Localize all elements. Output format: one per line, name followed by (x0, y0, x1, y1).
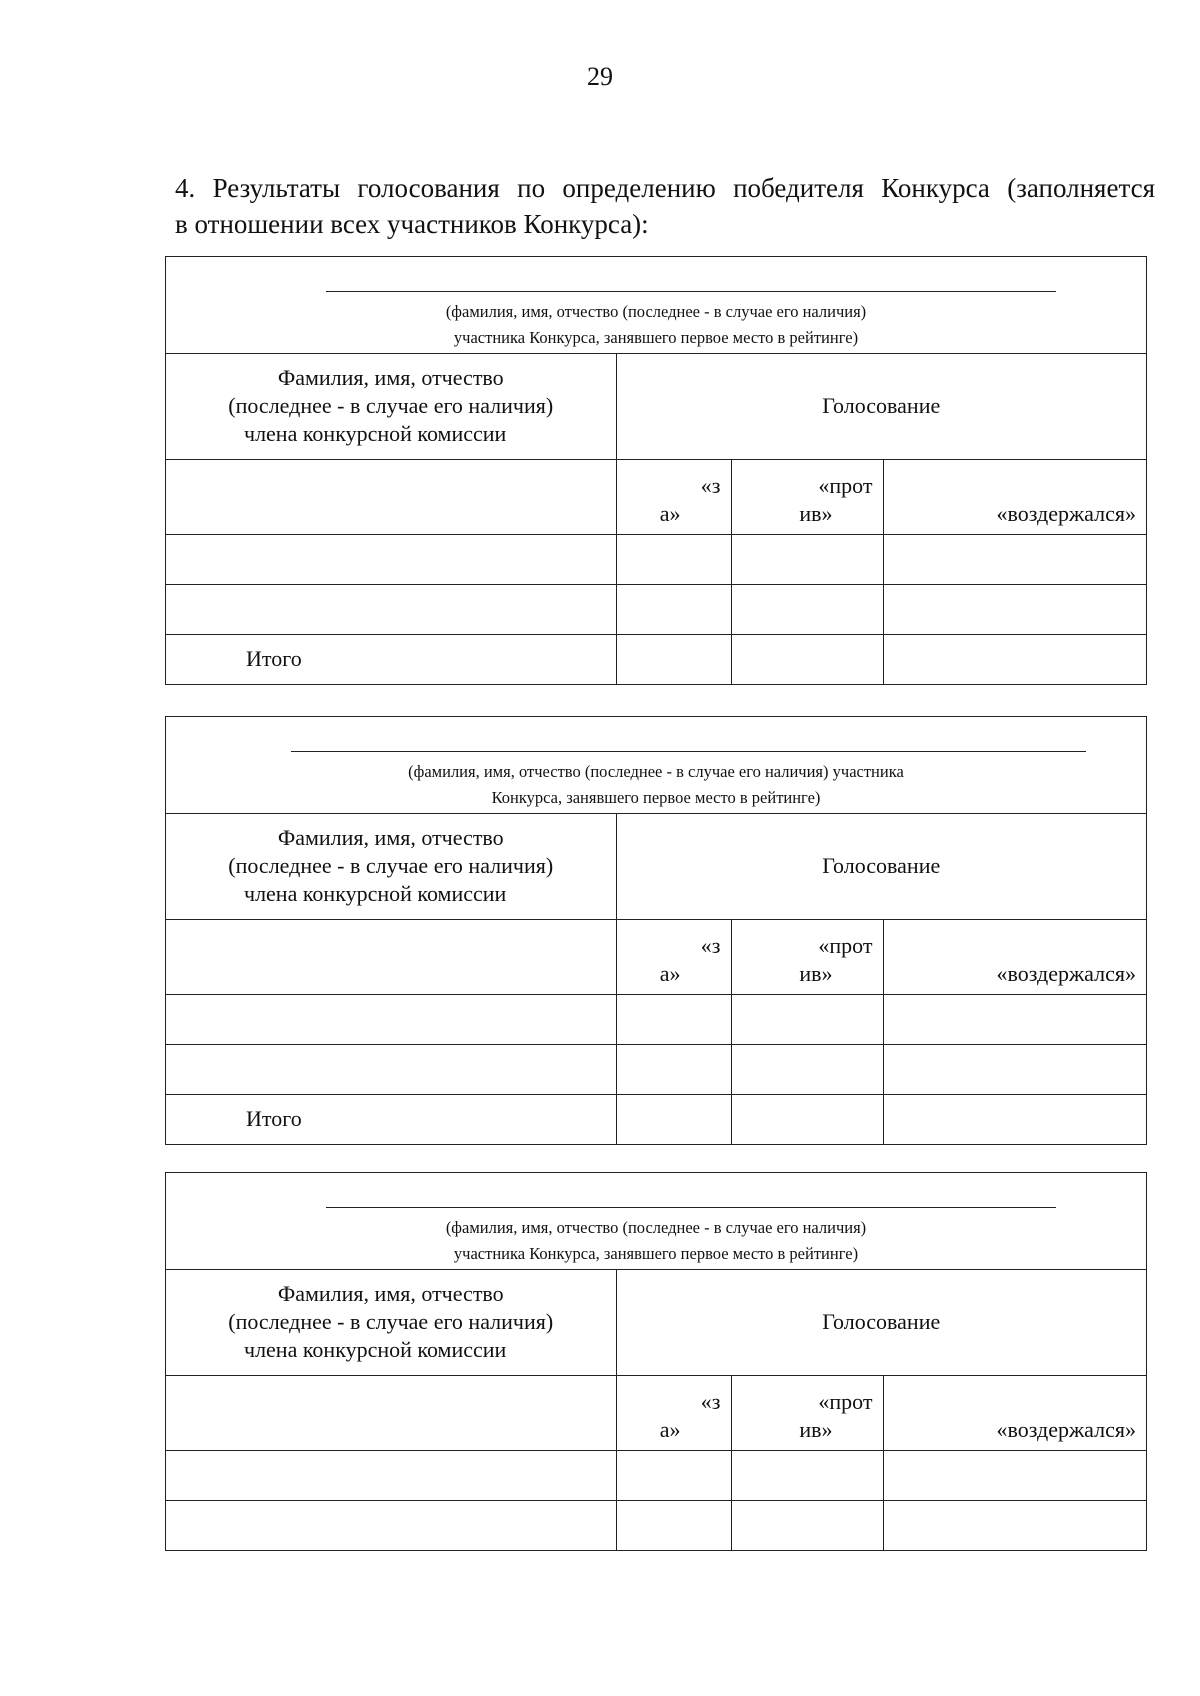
vote-against-line-2: ив» (799, 1416, 833, 1442)
member-header-line-1: Фамилия, имя, отчество (277, 1281, 504, 1307)
member-header-line-3: члена конкурсной комиссии (244, 421, 507, 447)
vote-against-cell[interactable] (731, 534, 883, 584)
caption-line-2: участника Конкурса, занявшего первое место в рейтинге) (453, 1244, 859, 1263)
vote-against-line-1: «прот (818, 472, 873, 498)
voting-header: Голосование (616, 354, 1146, 459)
vote-for-header (616, 919, 731, 994)
voting-table-3 (165, 1172, 1147, 1551)
participant-name-line[interactable] (326, 291, 1056, 292)
total-against-cell[interactable] (731, 1094, 883, 1144)
vote-for-header (616, 459, 731, 534)
voting-table-2 (165, 716, 1147, 1145)
member-header-line-2: (последнее - в случае его наличия) (228, 393, 554, 419)
member-header-line-3: члена конкурсной комиссии (244, 1337, 507, 1363)
vote-abstained-header: «воздержался» (883, 459, 1146, 534)
vote-abstained-header: «воздержался» (883, 1375, 1146, 1450)
vote-against-cell[interactable] (731, 1500, 883, 1550)
vote-abstained-cell[interactable] (883, 994, 1146, 1044)
total-abstained-cell[interactable] (883, 1094, 1146, 1144)
member-name-cell[interactable] (166, 534, 616, 584)
participant-caption (166, 1173, 1146, 1270)
caption-line-1: (фамилия, имя, отчество (последнее - в случае его наличия) (445, 1218, 867, 1237)
participant-caption (166, 257, 1146, 354)
section-heading (175, 170, 1155, 242)
vote-for-cell[interactable] (616, 584, 731, 634)
participant-name-line[interactable] (326, 1207, 1056, 1208)
voting-grid (166, 814, 1146, 1144)
vote-for-header (616, 1375, 731, 1450)
vote-against-cell[interactable] (731, 994, 883, 1044)
vote-for-line-1: «з (700, 472, 721, 498)
heading-line-1: 4. Результаты голосования по определению победителя Конкурса (заполняется (175, 173, 1155, 203)
member-header-line-1: Фамилия, имя, отчество (277, 365, 504, 391)
member-name-cell[interactable] (166, 919, 616, 994)
total-for-cell[interactable] (616, 634, 731, 684)
member-header-line-2: (последнее - в случае его наличия) (228, 1309, 554, 1335)
vote-against-cell[interactable] (731, 584, 883, 634)
vote-abstained-header: «воздержался» (883, 919, 1146, 994)
vote-for-cell[interactable] (616, 534, 731, 584)
caption-line-1: (фамилия, имя, отчество (последнее - в случае его наличия) участника (408, 762, 904, 781)
member-header-line-2: (последнее - в случае его наличия) (228, 853, 554, 879)
vote-against-cell[interactable] (731, 1044, 883, 1094)
member-name-cell[interactable] (166, 994, 616, 1044)
member-name-cell[interactable] (166, 584, 616, 634)
participant-caption (166, 717, 1146, 814)
vote-against-header (731, 1375, 883, 1450)
vote-for-cell[interactable] (616, 1450, 731, 1500)
vote-abstained-cell[interactable] (883, 1044, 1146, 1094)
vote-against-line-1: «прот (818, 932, 873, 958)
vote-against-line-1: «прот (818, 1388, 873, 1414)
member-name-header (166, 1270, 616, 1375)
vote-against-line-2: ив» (799, 500, 833, 526)
member-name-cell[interactable] (166, 459, 616, 534)
vote-abstained-cell[interactable] (883, 1450, 1146, 1500)
voting-table-1 (165, 256, 1147, 685)
vote-for-line-1: «з (700, 932, 721, 958)
vote-for-cell[interactable] (616, 1044, 731, 1094)
total-abstained-cell[interactable] (883, 634, 1146, 684)
caption-line-2: Конкурса, занявшего первое место в рейтинге) (491, 788, 821, 807)
member-name-cell[interactable] (166, 1500, 616, 1550)
vote-abstained-cell[interactable] (883, 584, 1146, 634)
vote-for-cell[interactable] (616, 994, 731, 1044)
member-name-header (166, 814, 616, 919)
voting-header: Голосование (616, 1270, 1146, 1375)
total-label: Итого (166, 634, 616, 684)
page-number: 29 (587, 62, 613, 91)
member-name-cell[interactable] (166, 1044, 616, 1094)
vote-for-line-2: а» (659, 1416, 681, 1442)
vote-against-cell[interactable] (731, 1450, 883, 1500)
voting-header: Голосование (616, 814, 1146, 919)
caption-line-2: участника Конкурса, занявшего первое место в рейтинге) (453, 328, 859, 347)
caption-line-1: (фамилия, имя, отчество (последнее - в случае его наличия) (445, 302, 867, 321)
voting-grid (166, 354, 1146, 684)
voting-grid (166, 1270, 1146, 1550)
vote-against-header (731, 919, 883, 994)
vote-for-line-2: а» (659, 960, 681, 986)
vote-against-header (731, 459, 883, 534)
heading-line-2: в отношении всех участников Конкурса): (175, 209, 649, 239)
member-name-header (166, 354, 616, 459)
member-name-cell[interactable] (166, 1450, 616, 1500)
vote-abstained-cell[interactable] (883, 1500, 1146, 1550)
member-header-line-3: члена конкурсной комиссии (244, 881, 507, 907)
total-against-cell[interactable] (731, 634, 883, 684)
member-header-line-1: Фамилия, имя, отчество (277, 825, 504, 851)
vote-for-cell[interactable] (616, 1500, 731, 1550)
vote-for-line-1: «з (700, 1388, 721, 1414)
vote-for-line-2: а» (659, 500, 681, 526)
vote-against-line-2: ив» (799, 960, 833, 986)
total-label: Итого (166, 1094, 616, 1144)
vote-abstained-cell[interactable] (883, 534, 1146, 584)
participant-name-line[interactable] (291, 751, 1086, 752)
member-name-cell[interactable] (166, 1375, 616, 1450)
total-for-cell[interactable] (616, 1094, 731, 1144)
